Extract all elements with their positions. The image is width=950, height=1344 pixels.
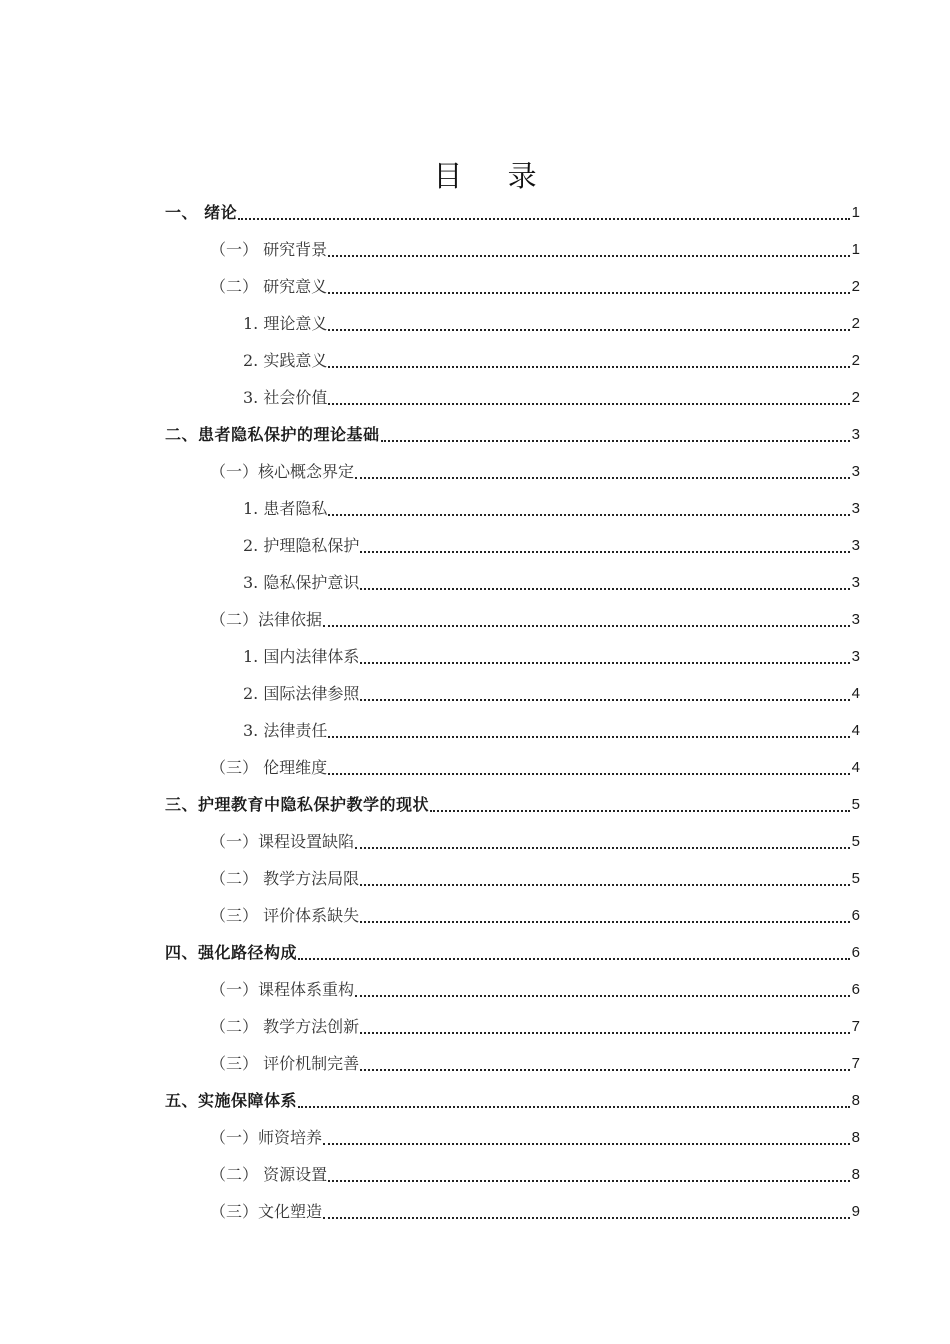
toc-entry-page-number: 7 (851, 1055, 860, 1072)
toc-entry[interactable] (165, 268, 860, 305)
toc-entry[interactable] (165, 231, 860, 268)
dot-leader (323, 625, 850, 627)
toc-entry-label: （一）课程体系重构 (210, 980, 355, 999)
toc-entry-page-number: 3 (851, 463, 860, 480)
dot-leader (328, 1180, 850, 1182)
dot-leader (355, 847, 850, 849)
toc-entry-label: 2. 国际法律参照 (243, 684, 360, 703)
toc-entry-label: （二） 教学方法创新 (210, 1017, 360, 1036)
toc-entry-page-number: 3 (851, 574, 860, 591)
toc-entry[interactable] (165, 490, 860, 527)
toc-entry[interactable] (165, 1119, 860, 1156)
toc-entry-label: （二） 研究意义 (210, 277, 328, 296)
toc-entry-page-number: 5 (851, 796, 860, 813)
toc-entry-page-number: 3 (851, 648, 860, 665)
toc-entry-page-number: 5 (851, 833, 860, 850)
toc-entry-label: 1. 患者隐私 (243, 499, 328, 518)
toc-entry-page-number: 2 (851, 352, 860, 369)
dot-leader (238, 218, 850, 220)
toc-entry-page-number: 3 (851, 500, 860, 517)
toc-entry[interactable] (165, 194, 860, 231)
toc-entry[interactable] (165, 823, 860, 860)
toc-entry[interactable] (165, 564, 860, 601)
toc-entry[interactable] (165, 638, 860, 675)
toc-entry-page-number: 2 (851, 389, 860, 406)
dot-leader (328, 514, 850, 516)
dot-leader (360, 921, 850, 923)
toc-entry-label: 3. 社会价值 (243, 388, 328, 407)
toc-entry-page-number: 5 (851, 870, 860, 887)
toc-entry[interactable] (165, 1008, 860, 1045)
toc-entry-label: （一）课程设置缺陷 (210, 832, 355, 851)
toc-entry-page-number: 7 (851, 1018, 860, 1035)
dot-leader (323, 1217, 850, 1219)
toc-entry[interactable] (165, 1156, 860, 1193)
toc-entry-label: 3. 隐私保护意识 (243, 573, 360, 592)
toc-entry[interactable] (165, 1082, 860, 1119)
toc-entry-page-number: 3 (851, 611, 860, 628)
toc-entry-label: （二） 资源设置 (210, 1165, 328, 1184)
dot-leader (360, 699, 850, 701)
toc-entry-page-number: 6 (851, 981, 860, 998)
toc-entry[interactable] (165, 786, 860, 823)
toc-entry-page-number: 8 (851, 1166, 860, 1183)
toc-entry-page-number: 3 (851, 426, 860, 443)
toc-entry[interactable] (165, 897, 860, 934)
toc-entry-page-number: 6 (851, 944, 860, 961)
dot-leader (298, 1106, 850, 1108)
dot-leader (360, 588, 850, 590)
toc-entry-page-number: 4 (851, 759, 860, 776)
dot-leader (328, 292, 850, 294)
toc-entry-label: 1. 理论意义 (243, 314, 328, 333)
toc-entry[interactable] (165, 1193, 860, 1230)
toc-entry-label: （三） 伦理维度 (210, 758, 328, 777)
toc-entry-label: 三、护理教育中隐私保护教学的现状 (165, 795, 430, 814)
dot-leader (328, 736, 850, 738)
toc-entry-label: 3. 法律责任 (243, 721, 328, 740)
toc-entry-page-number: 9 (851, 1203, 860, 1220)
toc-entry-label: 四、强化路径构成 (165, 943, 298, 962)
dot-leader (430, 810, 850, 812)
dot-leader (323, 1143, 850, 1145)
toc-entry-label: 1. 国内法律体系 (243, 647, 360, 666)
toc-entry[interactable] (165, 527, 860, 564)
toc-entry-label: （一）核心概念界定 (210, 462, 355, 481)
toc-entry-label: 五、实施保障体系 (165, 1091, 298, 1110)
toc-entry[interactable] (165, 1045, 860, 1082)
toc-entry[interactable] (165, 305, 860, 342)
toc-entry-page-number: 2 (851, 315, 860, 332)
toc-title: 目 录 (433, 159, 555, 193)
toc-entry-page-number: 8 (851, 1129, 860, 1146)
toc-entry-label: 2. 实践意义 (243, 351, 328, 370)
toc-entry-label: （三）文化塑造 (210, 1202, 323, 1221)
dot-leader (328, 329, 850, 331)
dot-leader (381, 440, 850, 442)
dot-leader (298, 958, 850, 960)
dot-leader (360, 1069, 850, 1071)
dot-leader (328, 255, 850, 257)
toc-entry-page-number: 1 (851, 204, 860, 221)
toc-entry-page-number: 2 (851, 278, 860, 295)
toc-entry-page-number: 1 (851, 241, 860, 258)
toc-entry[interactable] (165, 712, 860, 749)
dot-leader (360, 1032, 850, 1034)
toc-entry[interactable] (165, 749, 860, 786)
toc-entry[interactable] (165, 971, 860, 1008)
dot-leader (355, 995, 850, 997)
toc-entry-page-number: 6 (851, 907, 860, 924)
dot-leader (328, 773, 850, 775)
toc-entry-label: （一） 研究背景 (210, 240, 328, 259)
toc-entry[interactable] (165, 379, 860, 416)
toc-entry-label: （三） 评价机制完善 (210, 1054, 360, 1073)
toc-entry-label: （二） 教学方法局限 (210, 869, 360, 888)
toc-entry-label: （三） 评价体系缺失 (210, 906, 360, 925)
toc-entry-label: 一、 绪论 (165, 203, 238, 222)
toc-entry[interactable] (165, 601, 860, 638)
toc-entry-label: 二、患者隐私保护的理论基础 (165, 425, 380, 444)
toc-entry-page-number: 3 (851, 537, 860, 554)
toc-entry[interactable] (165, 860, 860, 897)
toc-entry[interactable] (165, 675, 860, 712)
dot-leader (360, 884, 850, 886)
dot-leader (360, 662, 850, 664)
toc-entry[interactable] (165, 342, 860, 379)
toc-entry-page-number: 4 (851, 722, 860, 739)
table-of-contents (165, 194, 860, 1230)
toc-entry-page-number: 4 (851, 685, 860, 702)
dot-leader (355, 477, 850, 479)
dot-leader (360, 551, 850, 553)
dot-leader (328, 366, 850, 368)
toc-entry[interactable] (165, 453, 860, 490)
toc-entry-label: （一）师资培养 (210, 1128, 323, 1147)
toc-entry-page-number: 8 (851, 1092, 860, 1109)
toc-entry[interactable] (165, 416, 860, 453)
toc-entry-label: （二）法律依据 (210, 610, 323, 629)
toc-entry[interactable] (165, 934, 860, 971)
toc-entry-label: 2. 护理隐私保护 (243, 536, 360, 555)
dot-leader (328, 403, 850, 405)
